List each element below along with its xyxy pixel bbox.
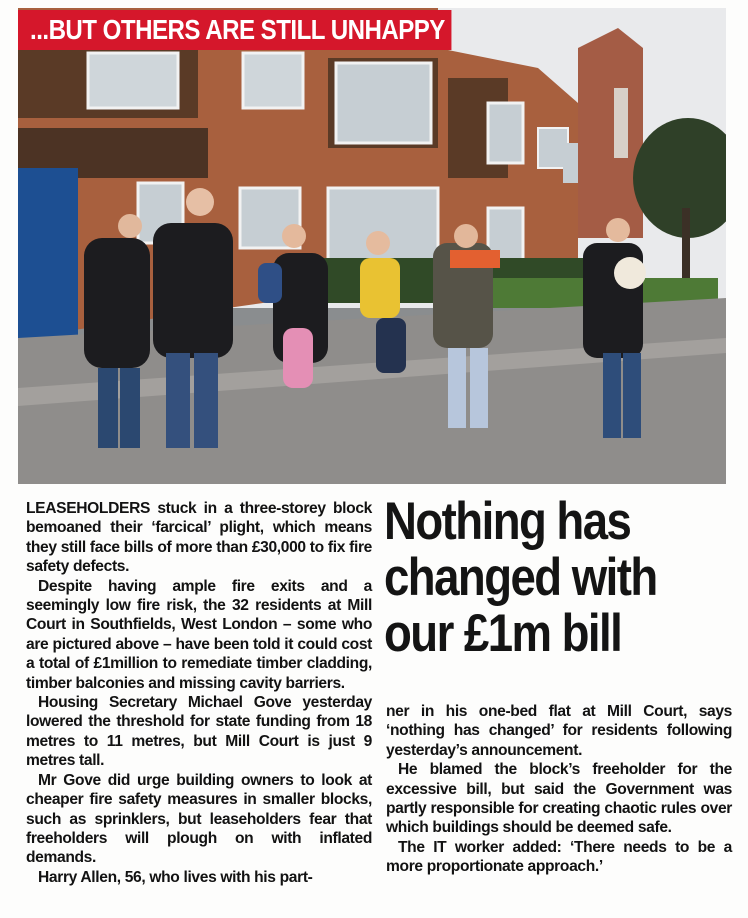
article-paragraph: Mr Gove did urge building owners to look at cheaper fire safety measures in smaller blocks, such as sprinklers, but leaseholders fear that freeholders will plough on with inflated demands. — [26, 771, 372, 867]
article-paragraph: Harry Allen, 56, who lives with his part- — [38, 868, 313, 886]
residents-photo — [18, 8, 726, 484]
headline: Nothing has changed with our £1m bill — [384, 492, 657, 663]
article-paragraph: Despite having ample fire exits and a seemingly low fire risk, the 32 residents at Mill Court in Southfields, West London – some who are pictured above – have been told it could cost a total of £1million to remediate timber cladding, timber balconies and missing cavity barriers. — [26, 577, 372, 692]
article-paragraph: The IT worker added: ‘There needs to be a more proportionate approach.’ — [386, 838, 732, 876]
section-banner: ...BUT OTHERS ARE STILL UNHAPPY — [18, 10, 452, 50]
article-paragraph: ner in his one-bed flat at Mill Court, says ‘nothing has changed’ for residents following yesterday’s announcement. — [386, 703, 732, 759]
article-paragraph: LEASEHOLDERS stuck in a three-storey block bemoaned their ‘farcical’ plight, which means they still face bills of more than £30,000 to fix fire safety defects. — [26, 500, 372, 576]
article-left-column — [26, 499, 372, 887]
lead-word: LEASEHOLDERS — [26, 500, 151, 517]
article-right-column — [386, 702, 732, 877]
article-paragraph: Housing Secretary Michael Gove yesterday lowered the threshold for state funding from 18 metres to 11 metres, but Mill Court is just 9 metres tall. — [26, 694, 372, 770]
article-paragraph: He blamed the block’s freeholder for the excessive bill, but said the Government was partly responsible for creating chaotic rules over which buildings should be deemed safe. — [386, 761, 732, 837]
